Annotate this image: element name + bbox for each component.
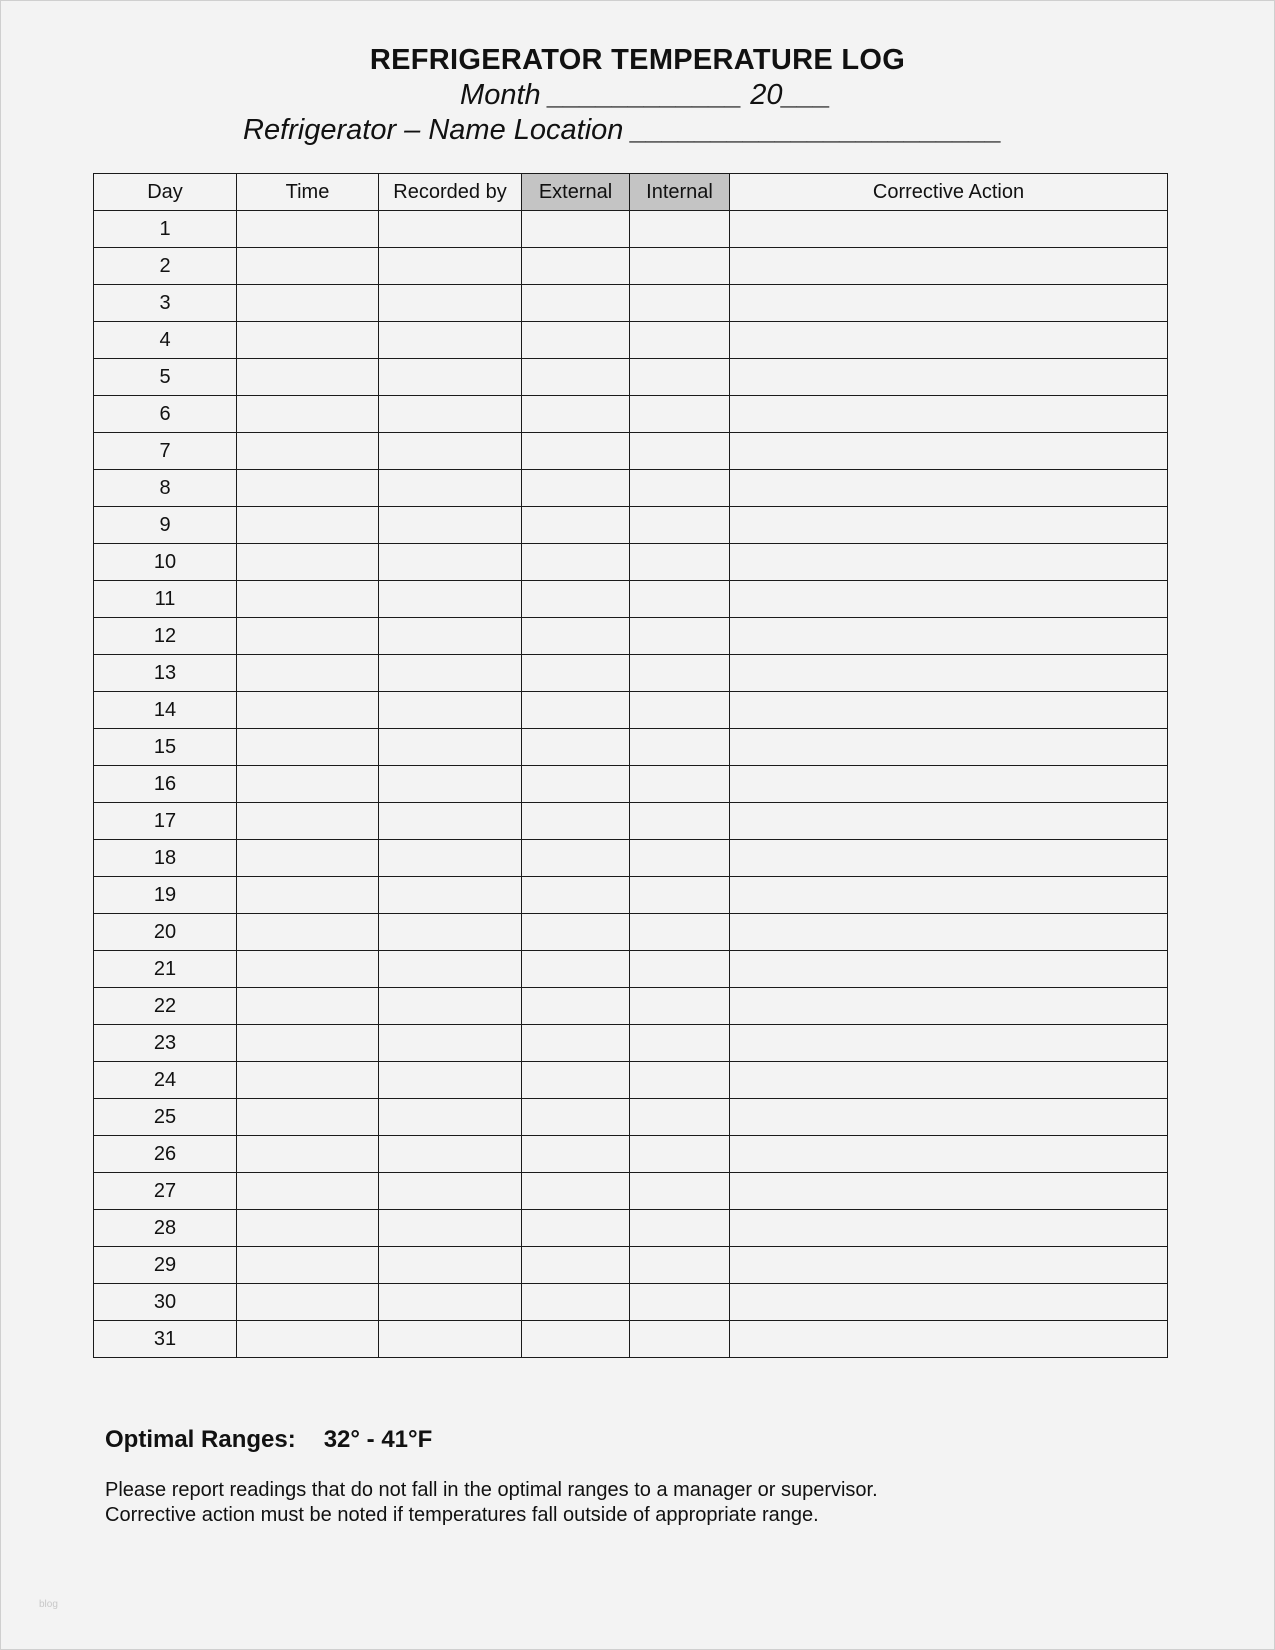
recorded-by-cell	[379, 433, 522, 470]
external-cell	[522, 803, 630, 840]
time-cell	[237, 1284, 379, 1321]
corrective-action-cell	[730, 877, 1168, 914]
time-cell	[237, 1173, 379, 1210]
external-cell	[522, 951, 630, 988]
table-row	[94, 1136, 1168, 1173]
table-row	[94, 729, 1168, 766]
time-cell	[237, 840, 379, 877]
external-cell	[522, 1062, 630, 1099]
external-cell	[522, 507, 630, 544]
internal-cell	[630, 285, 730, 322]
internal-cell	[630, 988, 730, 1025]
table-row	[94, 396, 1168, 433]
table-row	[94, 1025, 1168, 1062]
external-cell	[522, 322, 630, 359]
recorded-by-cell	[379, 692, 522, 729]
table-row	[94, 322, 1168, 359]
column-header-day: Day	[94, 174, 237, 211]
corrective-action-cell	[730, 248, 1168, 285]
internal-cell	[630, 1099, 730, 1136]
time-cell	[237, 248, 379, 285]
recorded-by-cell	[379, 396, 522, 433]
recorded-by-cell	[379, 1321, 522, 1358]
day-cell: 12	[94, 618, 237, 655]
table-row	[94, 581, 1168, 618]
time-cell	[237, 1025, 379, 1062]
table-row	[94, 914, 1168, 951]
table-row	[94, 692, 1168, 729]
corrective-action-cell	[730, 470, 1168, 507]
day-cell: 28	[94, 1210, 237, 1247]
day-cell: 22	[94, 988, 237, 1025]
time-cell	[237, 322, 379, 359]
internal-cell	[630, 359, 730, 396]
external-cell	[522, 1099, 630, 1136]
day-cell: 13	[94, 655, 237, 692]
table-row	[94, 470, 1168, 507]
time-cell	[237, 729, 379, 766]
internal-cell	[630, 655, 730, 692]
table-row	[94, 285, 1168, 322]
internal-cell	[630, 322, 730, 359]
column-header-corrective-action: Corrective Action	[730, 174, 1168, 211]
time-cell	[237, 507, 379, 544]
recorded-by-cell	[379, 877, 522, 914]
external-cell	[522, 544, 630, 581]
corrective-action-cell	[730, 581, 1168, 618]
corrective-action-cell	[730, 322, 1168, 359]
corrective-action-cell	[730, 766, 1168, 803]
corrective-action-cell	[730, 359, 1168, 396]
recorded-by-cell	[379, 211, 522, 248]
time-cell	[237, 1062, 379, 1099]
table-row	[94, 1284, 1168, 1321]
internal-cell	[630, 1210, 730, 1247]
recorded-by-cell	[379, 322, 522, 359]
corrective-action-cell	[730, 618, 1168, 655]
time-cell	[237, 1136, 379, 1173]
column-header-external: External	[522, 174, 630, 211]
day-cell: 17	[94, 803, 237, 840]
recorded-by-cell	[379, 914, 522, 951]
external-cell	[522, 470, 630, 507]
recorded-by-cell	[379, 840, 522, 877]
internal-cell	[630, 692, 730, 729]
recorded-by-cell	[379, 470, 522, 507]
external-cell	[522, 877, 630, 914]
recorded-by-cell	[379, 581, 522, 618]
time-cell	[237, 988, 379, 1025]
table-row	[94, 507, 1168, 544]
time-cell	[237, 766, 379, 803]
table-row	[94, 951, 1168, 988]
corrective-action-cell	[730, 396, 1168, 433]
recorded-by-cell	[379, 618, 522, 655]
time-cell	[237, 877, 379, 914]
corrective-action-cell	[730, 988, 1168, 1025]
day-cell: 29	[94, 1247, 237, 1284]
recorded-by-cell	[379, 359, 522, 396]
corrective-action-cell	[730, 544, 1168, 581]
corrective-action-cell	[730, 840, 1168, 877]
column-header-internal: Internal	[630, 174, 730, 211]
corrective-action-cell	[730, 914, 1168, 951]
internal-cell	[630, 877, 730, 914]
instruction-line-corrective: Corrective action must be noted if temperatures fall outside of appropriate range.	[105, 1504, 819, 1526]
optimal-ranges-value: 32° - 41°F	[323, 1426, 433, 1453]
external-cell	[522, 359, 630, 396]
corrective-action-cell	[730, 1025, 1168, 1062]
external-cell	[522, 655, 630, 692]
day-cell: 7	[94, 433, 237, 470]
day-cell: 25	[94, 1099, 237, 1136]
external-cell	[522, 729, 630, 766]
internal-cell	[630, 1284, 730, 1321]
table-row	[94, 248, 1168, 285]
day-cell: 16	[94, 766, 237, 803]
day-cell: 6	[94, 396, 237, 433]
internal-cell	[630, 1247, 730, 1284]
corrective-action-cell	[730, 729, 1168, 766]
internal-cell	[630, 581, 730, 618]
day-cell: 14	[94, 692, 237, 729]
corrective-action-cell	[730, 433, 1168, 470]
table-row	[94, 211, 1168, 248]
time-cell	[237, 211, 379, 248]
day-cell: 24	[94, 1062, 237, 1099]
table-row	[94, 1210, 1168, 1247]
time-cell	[237, 470, 379, 507]
column-header-recorded-by: Recorded by	[379, 174, 522, 211]
time-cell	[237, 618, 379, 655]
table-row	[94, 359, 1168, 396]
corrective-action-cell	[730, 1321, 1168, 1358]
external-cell	[522, 1321, 630, 1358]
internal-cell	[630, 1136, 730, 1173]
internal-cell	[630, 1062, 730, 1099]
internal-cell	[630, 803, 730, 840]
recorded-by-cell	[379, 1136, 522, 1173]
recorded-by-cell	[379, 951, 522, 988]
external-cell	[522, 211, 630, 248]
table-row	[94, 766, 1168, 803]
internal-cell	[630, 1321, 730, 1358]
recorded-by-cell	[379, 1099, 522, 1136]
table-row	[94, 433, 1168, 470]
time-cell	[237, 655, 379, 692]
recorded-by-cell	[379, 766, 522, 803]
recorded-by-cell	[379, 1173, 522, 1210]
internal-cell	[630, 248, 730, 285]
time-cell	[237, 692, 379, 729]
recorded-by-cell	[379, 655, 522, 692]
table-header-row	[94, 174, 1168, 211]
corrective-action-cell	[730, 211, 1168, 248]
corrective-action-cell	[730, 803, 1168, 840]
recorded-by-cell	[379, 1247, 522, 1284]
recorded-by-cell	[379, 544, 522, 581]
table-body	[94, 211, 1168, 1358]
external-cell	[522, 840, 630, 877]
internal-cell	[630, 544, 730, 581]
recorded-by-cell	[379, 1284, 522, 1321]
time-cell	[237, 1321, 379, 1358]
internal-cell	[630, 766, 730, 803]
optimal-ranges	[105, 1426, 432, 1454]
time-cell	[237, 285, 379, 322]
external-cell	[522, 433, 630, 470]
optimal-ranges-label: Optimal Ranges:	[105, 1426, 296, 1453]
day-cell: 9	[94, 507, 237, 544]
internal-cell	[630, 507, 730, 544]
month-year-field: Month ____________ 20___	[460, 79, 831, 111]
table-row	[94, 544, 1168, 581]
internal-cell	[630, 470, 730, 507]
time-cell	[237, 1210, 379, 1247]
day-cell: 2	[94, 248, 237, 285]
day-cell: 26	[94, 1136, 237, 1173]
time-cell	[237, 396, 379, 433]
recorded-by-cell	[379, 803, 522, 840]
recorded-by-cell	[379, 988, 522, 1025]
corrective-action-cell	[730, 692, 1168, 729]
table-row	[94, 1173, 1168, 1210]
time-cell	[237, 581, 379, 618]
day-cell: 31	[94, 1321, 237, 1358]
day-cell: 19	[94, 877, 237, 914]
table-row	[94, 1062, 1168, 1099]
recorded-by-cell	[379, 729, 522, 766]
internal-cell	[630, 433, 730, 470]
day-cell: 4	[94, 322, 237, 359]
internal-cell	[630, 1173, 730, 1210]
day-cell: 8	[94, 470, 237, 507]
external-cell	[522, 1284, 630, 1321]
refrigerator-location-field: Refrigerator – Name Location _______________________	[243, 114, 1003, 146]
internal-cell	[630, 951, 730, 988]
internal-cell	[630, 1025, 730, 1062]
watermark-text: blog	[39, 1599, 58, 1610]
table-row	[94, 988, 1168, 1025]
column-header-time: Time	[237, 174, 379, 211]
corrective-action-cell	[730, 655, 1168, 692]
corrective-action-cell	[730, 951, 1168, 988]
day-cell: 23	[94, 1025, 237, 1062]
time-cell	[237, 1099, 379, 1136]
table-row	[94, 655, 1168, 692]
table-row	[94, 840, 1168, 877]
time-cell	[237, 544, 379, 581]
corrective-action-cell	[730, 1284, 1168, 1321]
recorded-by-cell	[379, 1062, 522, 1099]
time-cell	[237, 359, 379, 396]
day-cell: 5	[94, 359, 237, 396]
corrective-action-cell	[730, 1247, 1168, 1284]
external-cell	[522, 1173, 630, 1210]
corrective-action-cell	[730, 507, 1168, 544]
day-cell: 21	[94, 951, 237, 988]
recorded-by-cell	[379, 507, 522, 544]
external-cell	[522, 396, 630, 433]
internal-cell	[630, 618, 730, 655]
time-cell	[237, 914, 379, 951]
day-cell: 27	[94, 1173, 237, 1210]
day-cell: 30	[94, 1284, 237, 1321]
day-cell: 20	[94, 914, 237, 951]
instruction-line-report: Please report readings that do not fall in the optimal ranges to a manager or supervisor.	[105, 1479, 878, 1501]
external-cell	[522, 1247, 630, 1284]
corrective-action-cell	[730, 1062, 1168, 1099]
internal-cell	[630, 396, 730, 433]
external-cell	[522, 1136, 630, 1173]
day-cell: 1	[94, 211, 237, 248]
temperature-log-table	[93, 173, 1168, 1358]
internal-cell	[630, 211, 730, 248]
internal-cell	[630, 729, 730, 766]
external-cell	[522, 988, 630, 1025]
external-cell	[522, 914, 630, 951]
corrective-action-cell	[730, 1210, 1168, 1247]
table-row	[94, 1321, 1168, 1358]
table-row	[94, 618, 1168, 655]
corrective-action-cell	[730, 285, 1168, 322]
external-cell	[522, 1025, 630, 1062]
time-cell	[237, 803, 379, 840]
corrective-action-cell	[730, 1173, 1168, 1210]
table-row	[94, 1099, 1168, 1136]
time-cell	[237, 433, 379, 470]
day-cell: 3	[94, 285, 237, 322]
external-cell	[522, 692, 630, 729]
page-title: REFRIGERATOR TEMPERATURE LOG	[369, 44, 906, 76]
time-cell	[237, 951, 379, 988]
external-cell	[522, 581, 630, 618]
table-row	[94, 877, 1168, 914]
recorded-by-cell	[379, 285, 522, 322]
recorded-by-cell	[379, 248, 522, 285]
day-cell: 15	[94, 729, 237, 766]
instructions	[105, 1478, 878, 1528]
internal-cell	[630, 840, 730, 877]
external-cell	[522, 766, 630, 803]
recorded-by-cell	[379, 1210, 522, 1247]
recorded-by-cell	[379, 1025, 522, 1062]
external-cell	[522, 618, 630, 655]
day-cell: 10	[94, 544, 237, 581]
corrective-action-cell	[730, 1099, 1168, 1136]
day-cell: 11	[94, 581, 237, 618]
internal-cell	[630, 914, 730, 951]
table-row	[94, 1247, 1168, 1284]
external-cell	[522, 285, 630, 322]
table-row	[94, 803, 1168, 840]
external-cell	[522, 248, 630, 285]
corrective-action-cell	[730, 1136, 1168, 1173]
day-cell: 18	[94, 840, 237, 877]
time-cell	[237, 1247, 379, 1284]
external-cell	[522, 1210, 630, 1247]
